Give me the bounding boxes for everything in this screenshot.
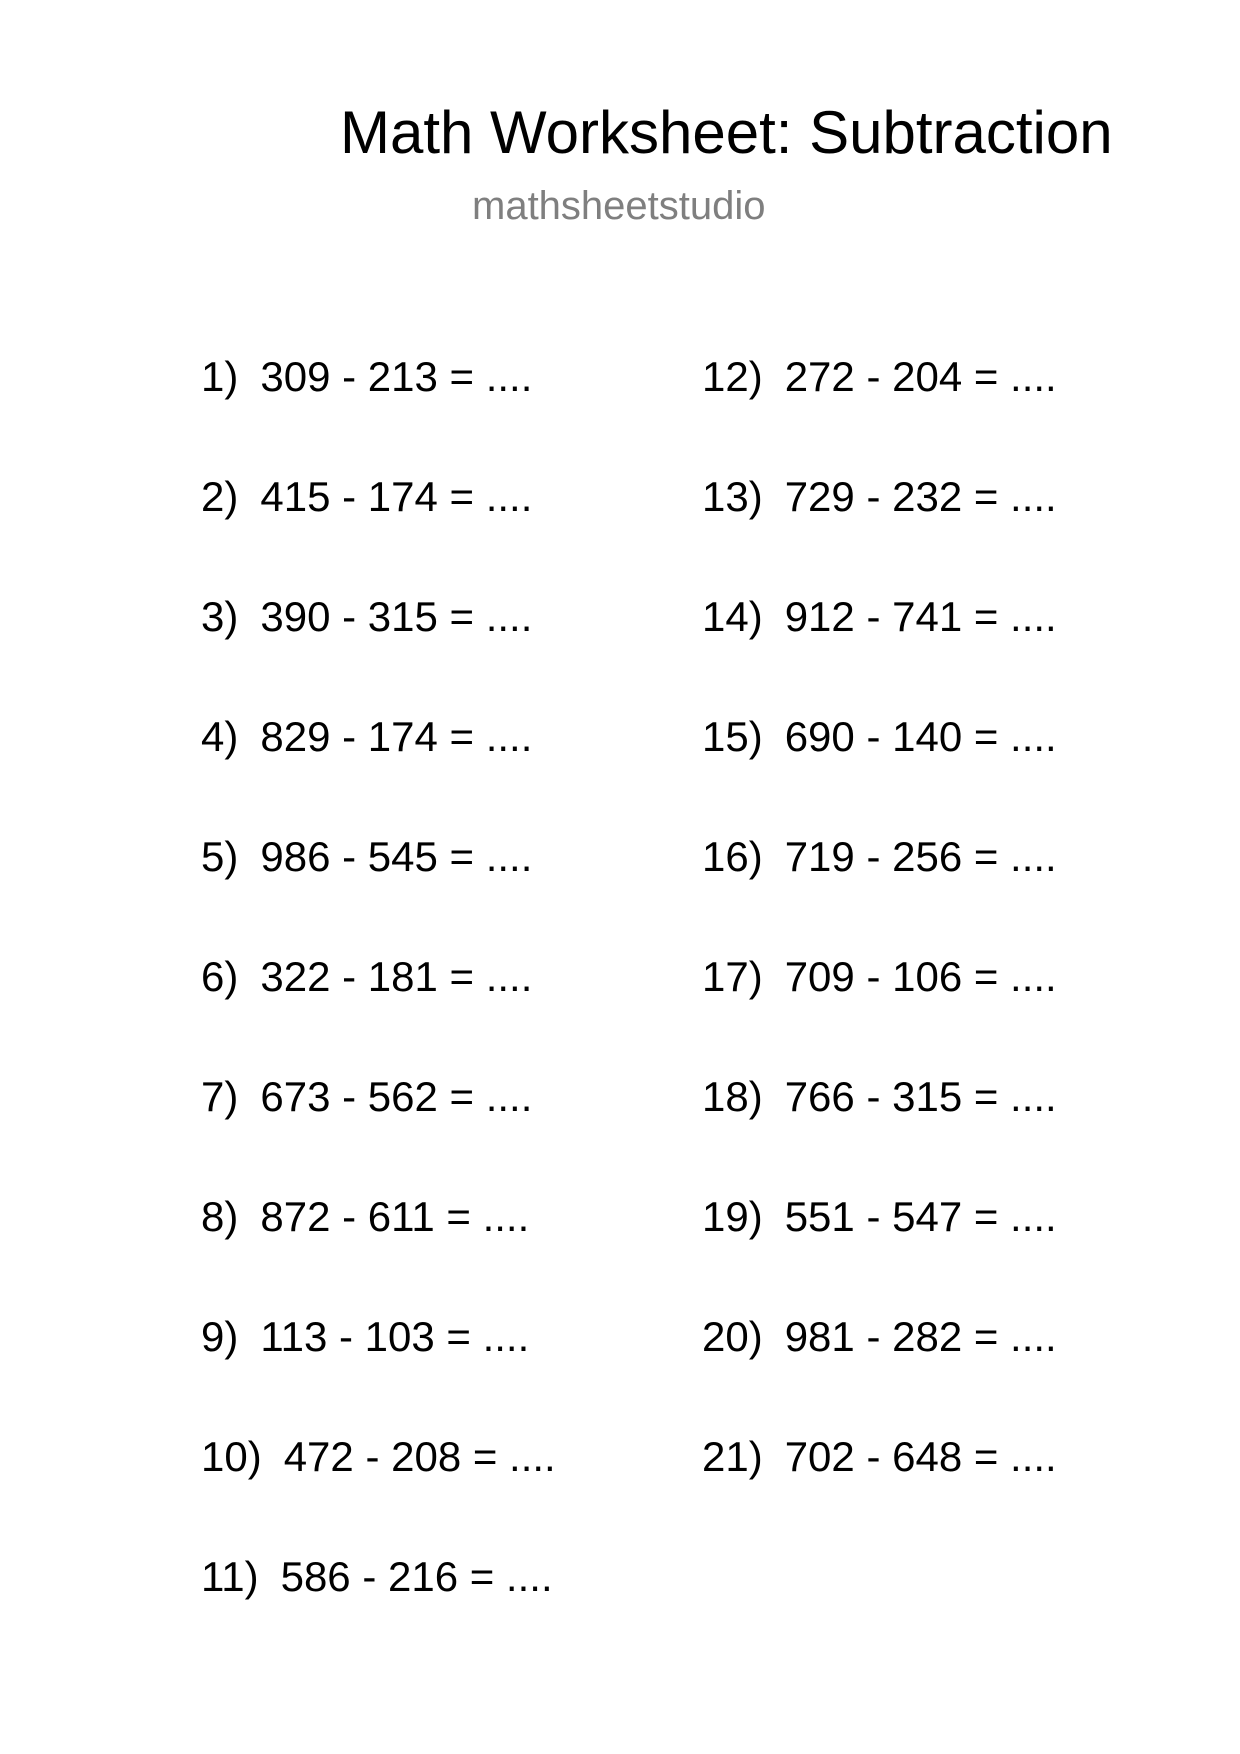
problem-expression: 472 - 208 = .... xyxy=(283,1433,556,1480)
problem-item xyxy=(201,1429,721,1549)
problem-item xyxy=(201,1549,721,1669)
problem-expression: 872 - 611 = .... xyxy=(260,1193,530,1240)
problem-expression: 322 - 181 = .... xyxy=(260,953,533,1000)
problem-number: 11) xyxy=(201,1553,259,1600)
problem-expression: 309 - 213 = .... xyxy=(260,353,533,400)
problem-expression: 709 - 106 = .... xyxy=(784,953,1057,1000)
problem-expression: 690 - 140 = .... xyxy=(784,713,1057,760)
problem-expression: 981 - 282 = .... xyxy=(784,1313,1057,1360)
problem-item xyxy=(702,469,1222,589)
problem-expression: 719 - 256 = .... xyxy=(784,833,1057,880)
problem-number: 13) xyxy=(702,473,763,520)
problem-expression: 986 - 545 = .... xyxy=(260,833,533,880)
problem-item xyxy=(201,829,721,949)
problem-number: 21) xyxy=(702,1433,763,1480)
problem-expression: 829 - 174 = .... xyxy=(260,713,533,760)
problem-item xyxy=(201,469,721,589)
problem-number: 3) xyxy=(201,593,239,640)
problem-number: 4) xyxy=(201,713,239,760)
problem-item xyxy=(702,1309,1222,1429)
problem-number: 18) xyxy=(702,1073,763,1120)
problem-number: 16) xyxy=(702,833,763,880)
problem-number: 9) xyxy=(201,1313,239,1360)
problems-right-column xyxy=(702,349,1222,1549)
problems-left-column xyxy=(201,349,721,1669)
worksheet-title: Math Worksheet: Subtraction xyxy=(340,99,1113,166)
problem-expression: 551 - 547 = .... xyxy=(784,1193,1057,1240)
problem-number: 19) xyxy=(702,1193,763,1240)
problem-expression: 912 - 741 = .... xyxy=(784,593,1057,640)
problem-item xyxy=(702,1069,1222,1189)
problem-number: 6) xyxy=(201,953,239,1000)
problem-expression: 113 - 103 = .... xyxy=(260,1313,530,1360)
problem-number: 10) xyxy=(201,1433,262,1480)
problem-item xyxy=(201,589,721,709)
problem-number: 8) xyxy=(201,1193,239,1240)
problem-item xyxy=(702,349,1222,469)
problem-expression: 390 - 315 = .... xyxy=(260,593,533,640)
problem-number: 15) xyxy=(702,713,763,760)
problem-number: 12) xyxy=(702,353,763,400)
problem-number: 17) xyxy=(702,953,763,1000)
problem-number: 1) xyxy=(201,353,239,400)
problem-item xyxy=(702,1429,1222,1549)
worksheet-subtitle: mathsheetstudio xyxy=(472,184,766,228)
problem-item xyxy=(702,949,1222,1069)
problem-number: 2) xyxy=(201,473,239,520)
problem-expression: 272 - 204 = .... xyxy=(784,353,1057,400)
problem-expression: 673 - 562 = .... xyxy=(260,1073,533,1120)
problem-number: 14) xyxy=(702,593,763,640)
problem-item xyxy=(201,1309,721,1429)
problem-expression: 586 - 216 = .... xyxy=(280,1553,553,1600)
problem-item xyxy=(702,1189,1222,1309)
problem-item xyxy=(201,1189,721,1309)
problem-expression: 766 - 315 = .... xyxy=(784,1073,1057,1120)
problem-number: 5) xyxy=(201,833,239,880)
problem-item xyxy=(201,1069,721,1189)
problem-item xyxy=(702,709,1222,829)
problem-item xyxy=(201,349,721,469)
problem-expression: 415 - 174 = .... xyxy=(260,473,533,520)
problem-item xyxy=(702,589,1222,709)
problem-item xyxy=(702,829,1222,949)
problem-number: 20) xyxy=(702,1313,763,1360)
problem-expression: 729 - 232 = .... xyxy=(784,473,1057,520)
problem-number: 7) xyxy=(201,1073,239,1120)
problem-item xyxy=(201,709,721,829)
problem-expression: 702 - 648 = .... xyxy=(784,1433,1057,1480)
problem-item xyxy=(201,949,721,1069)
